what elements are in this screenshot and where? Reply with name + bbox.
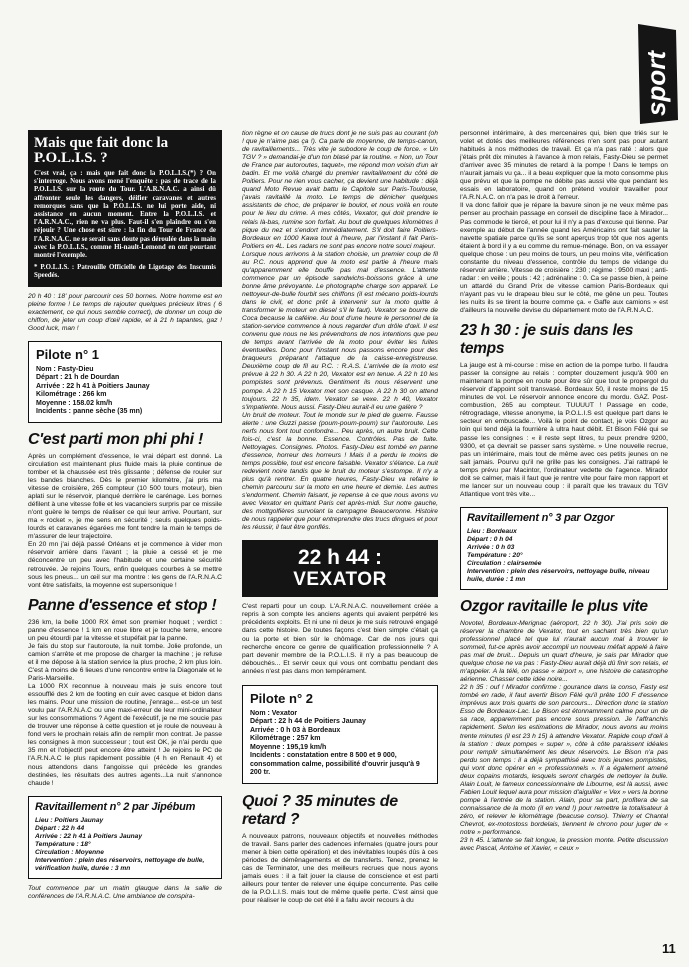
ravitaillement-3-line: Température : 20° [467,551,523,559]
ravitaillement-2-title: Ravitaillement n° 2 par Jipébum [35,800,196,813]
ravitaillement-3-line: Intervention : plein des réservoirs, nettoyage bulle, niveau huile, durée : 1 mn [467,567,650,583]
vexator-banner-name: VEXATOR [293,569,387,591]
polis-box-title: Mais que fait donc la P.O.L.I.S. ? [34,135,169,166]
ravitaillement-3-line: Départ : 0 h 04 [467,535,513,543]
intro-paragraph: 20 h 40 : 18' pour parcourir ces 50 bornes. Notre homme est en pleine forme ! Le temps de rajouter quelques précieux litres ( 6 exactement, ce qui nous semble correct), de donner un coup de chiffon, de jeter un coup d'œil rapide, et à 21 h tapantes, gaz ! Good luck, man ! [28,292,222,332]
ravitaillement-2-line: Intervention : plein des réservoirs, nettoyage de bulle, vérification huile, durée : 3 mn [35,856,205,872]
page-number: 11 [662,941,676,956]
pilote-2-line: Arrivée : 0 h 03 à Bordeaux [250,726,341,734]
pilote-1-line: Arrivée : 22 h 41 à Poitiers Jaunay [36,382,150,390]
pilote-1-box [28,341,222,423]
pilote-1-title: Pilote n° 1 [36,346,99,362]
ravitaillement-2-line: Lieu : Poitiers Jaunay [35,816,104,824]
pilote-2-line: Départ : 22 h 44 de Poitiers Jaunay [250,718,366,726]
ravitaillement-2-line: Température : 18° [35,840,91,848]
pilote-1-line: Moyenne : 158.02 km/h [36,399,113,407]
heading-ozgor: Ozgor ravitaille le plus vite [460,597,648,615]
ravitaillement-3-title: Ravitaillement n° 3 par Ozgor [467,511,615,524]
paragraph-reparti: C'est reparti pour un coup. L'A.R.N.A.C. nouvellement créée a repris à son compte les anciens agents qui avaient perpétré les précédents exploits. Et ni une ni deux je me suis retrouvé engagé dans cette histoire. De toutes façons c'est bien simple c'était ça ou la porte et bien sûr le chômage. Car de nos jours qui recherche encore ce genre de qualification professionnelle ? A part devenir membre de la P.O.L.I.S. il n'y a pas beaucoup de débouchés... Et servir ceux qui vous ont combattu pendant des années n'est pas dans mon tempérament. [242,603,438,675]
column-2 [242,130,438,937]
pilote-1-line: Nom : Fasty-Dieu [36,365,94,373]
paragraph-interimaire: personnel intérimaire, à des mercenaires qui, bien que triés sur le volet et dotés des meilleures références n'en sont pas pour autant habitués à nos méthodes de travail. Et ça n'a pas raté : alors que j'étais prêt dix minutes à l'avance à mon relais, Fasty-Dieu se permet d'arriver avec 35 minutes de retard à la pompe ! Dans le temps on n'aurait jamais vu ça... il a beau expliquer que la moto consomme plus que prévu et que la pompe ne débite pas aussi vite que pendant les essais en laboratoire, quand on prétend vouloir travailler pour l'A.R.N.A.C. on n'a pas le droit à l'erreur. Il va donc falloir que je répare la bavure sinon je ne veux même pas penser au prochain passage en conseil de discipline face à Mirador... Pas commode le tiercé, et pour lui il n'y a pas d'excuse qui tienne. Par exemple au début de l'année quand les Américains ont fait sauter la navette spatiale parce qu'ils se sont aperçus trop tôt que nos agents étaient à bord il y a eu comme du remue-ménage. Bon, on va essayer quelque chose : un peu moins de tours, un peu moins vite, vérification constante du niveau d'essence, contrôle du temps de vidange du réservoir arrière. Vitesse de croisière : 230 ; régime : 9500 maxi ; anti-radar : en veille ; pouls : 42 ; adrénaline : 0. Ca se passe bien, à peine un attardé du Grand Prix de vitesse camion Paris-Bordeaux qui n'ayant pas vu le drapeau bleu sur le côté, me gêne un peu. Toutes les nuits ils se tirent la bourre comme ça. « Gaffe aux camions » est d'ailleurs la nouvelle devise du département moto de l'A.R.N.A.C. [460,130,668,315]
ravitaillement-2-line: Arrivée : 22 h 41 à Poitiers Jaunay [35,832,143,840]
badge-label: sport [641,51,671,116]
pilote-2-line: Moyenne : 195,19 km/h [250,743,327,751]
paragraph-ozgor: Novotel, Bordeaux-Merignac (aéroport, 22 h 30). J'ai pris soin de réserver la chambre de Vexator, tout en sachant très bien qu'un professionnel placé tel que lui n'aurait aucun mal à trouver le sommeil, fut-ce après avoir accompli un nouveau méfait appelé à faire pas mal de bruit... Depuis un quart d'heure, je sais par Mirador que quelque chose ne va pas : Fasty-Dieu aurait déjà dû finir son relais, et m'appeler. A la télé, on passe « airport », une histoire de catastrophe aérienne. Chasser cette idée noire... 22 h 35 : ouf ! Mirador confirme : gourance dans la conso, Fasty est tombé en rade, il faut avertir Bison Fêlé qu'il prête 100 F d'essence imprévus aux trois quarts de son parcours... Direction donc la station Esso de Bordeaux-Lac. Le Bison est étonnamment calme pour un de sa race, apparemment pas encore sous pression. Je l'affranchis rapidement. Selon les estimations de Mirador, nous avons au moins trente minutes (il est 23 h 15) à attendre Vexator. Rapide coup d'œil à la station : deux pompes « super », côte à côte paraissent idéales pour remplir simultanément les deux réservoirs. Le Bison n'a pas perdu son temps : il a déjà sympathisé avec trois jeunes pompistes, qui vont donc opérer en « professionnels ». Il a également amené deux copains motards, lesquels seront chargés de nettoyer la bulle. Alain Louit, le fameux concessionnaire de Libourne, est là aussi, avec Fabien Louit lequel aura pour mission d'aiguiller « Vex » vers la bonne pompe à l'entrée de la station. Alain, pour sa part, profitera de sa connaissance de la moto (il en vend !) pour remettre la totalisateur à zéro, et relever le kilométrage (beacuse conso). Thierry et Chantal Chevrot, ex-motostoss bordelais, tiennent le chrono pour juger de « notre » performance. 23 h 45. L'attente se fait longue, la pression monte. Petite discussion avec Pascal, Antoine et Xavier, « ceux » [460,619,668,853]
ravitaillement-2-line: Départ : 22 h 44 [35,824,85,832]
ravitaillement-3-line: Lieu : Bordeaux [467,527,517,535]
polis-box-body: C'est vrai, ça : mais que fait donc la P.O.L.I.S.(*) ? On s'interroge. Nous avons mené l'enquête : pas de trace de la P.O.L.I.S. sur la route du Tour. L'A.R.N.A.C. a ainsi dû affronter seule les dangers, déifier caravanes et autres remorques sans que la P.O.L.I.S. ne lui porte aide, ni assistance en aucun moment. Entre la P.O.L.I.S. et l'A.R.N.A.C., rien ne va plus. Faut-il s'en plaindre ou s'en réjouir ? Une chose est sûre : la fin du Tour de France de l'A.R.N.A.C. ne se serait sans doute pas déroulée dans la main avec la P.O.L.I.S., comme Hi-nault-Lemond en ont pourtant montré l'exemple. [34,170,216,260]
polis-box-footnote: * P.O.L.I.S. : Patrouille Officielle de Ligotage des Inscumis Speedés. [34,264,216,280]
heading-parti: C'est parti mon phi phi ! [28,430,203,448]
ravitaillement-2-box [28,796,222,879]
paragraph-dans-les-temps: La jauge est à mi-course : mise en action de la pompe turbo. Il faudra passer la consigne au relais : compter douzement jusqu'à 900 en maintenant la pompe en route pour être sûr que tout le propergol du réservoir d'appoint soit transvasé. Bordeaux 50, il reste moins de 15 minutes de vol. Le réservoir annonce encore du mordu. GAZ. Post-combustion, 265 au compteur. TUUUUT ! Passage en code, rétrogradage, vitesse anonyme, la P.O.L.I.S est quelque part dans le secteur en embuscade... Voilà le point de contact, je vois Ozgor au loin qui tend déjà la fourrière à ultra haut débit. Et Bison Fêlé qui se passe les consignes : « il reste sept litres, tu peux prendre 9200, 9300, et ça devrait se passer sans système. » Une nouvelle recrue, pas un intérimaire, mais tout de même avec ces petits jeunes on ne sait jamais. Pourvu qu'il ne grille pas les consignes. J'ai rattrapé le temps prévu par Macintor, l'ordinateur vedette de l'agence. Mirador doit se calmer, mais il faut que je rentre vite pour faire mon rapport et me lancer sur un nouveau coup : il paraît que les travaux du TGV Atlantique vont très vite... [460,362,668,498]
ravitaillement-3-line: Circulation : clairsemée [467,559,542,567]
outro-paragraph: Tout commence par un matin glauque dans la salle de conférences de l'A.R.N.A.C. Une ambiance de conspira- [28,884,222,900]
pilote-1-line: Incidents : panne sèche (35 mn) [36,408,143,416]
column-3 [460,130,668,937]
vexator-banner-time: 22 h 44 : [297,546,383,570]
pilote-2-box [242,685,438,784]
ravitaillement-3-box [460,507,668,590]
pilote-2-title: Pilote n° 2 [250,690,313,706]
pilote-1-line: Kilométrage : 266 km [36,391,107,399]
pilote-2-line: Incidents : constatation entre 8 500 et 9 000, consommation calme, possibilité d'ouvrir jusqu'à 9 200 tr. [250,752,420,777]
paragraph-parti: Après un complément d'essence, le vrai départ est donné. La circulation est maintenant plus fluide mais la pluie continue de tomber et la chaussée est très glissante ; défense de rouler sur les bandes blanches. Dès le premier kilomètre, j'ai pris ma vitesse de croisière, 265 compteur (10 500 tours moteur), bien aplati sur le réservoir, planqué derrière le carénage. Les bornes défilent à une vitesse folle et les vacanciers surpris par ce missile n'ont guère le temps de réaliser ce qui leur arrive. Pourtant, sur ma « rocket », je me sens en sécurité ; seuls quelques poids-lourds et caravanes égarées me font tendre la main le temps de m'assurer de leur trajectoire. En 20 mn j'ai déjà passé Orléans et je commence à vider mon réservoir arrière dans l'avant ; la pluie a cessé et je me déconcentre un peu avec l'habitude et une certaine sécurité retrouvée. Je rejoins Tours, enfin quelques courbes à se mettre sous les pneus... un œil sur ma montre : les gens de l'A.R.N.A.C vont être satisfaits, la moyenne est supersonique ! [28,452,222,589]
heading-dans-les-temps: 23 h 30 : je suis dans les temps [460,322,634,358]
pilote-2-line: Kilométrage : 257 km [250,735,321,743]
paragraph-retard: A nouveaux patrons, nouveaux objectifs et nouvelles méthodes de travail. Sans parler des cadences infernales (quatre jours pour mener à bien cette opération) et des inévitables loupés dûs à ces périodes de démênagements et de transferts. Tenez, prenez le cas de Terminator, une des meilleurs recrues que nous ayons jamais eues : il a fait jouer la clause de conscience et est parti ailleurs pour tenter de relever une équipe concurrente. Pas celle de la P.O.L.I.S. mais tout de même quelle perte. C'est ainsi que pour réaliser le coup de cet été il a fallu avoir recours à du [242,832,438,905]
ravitaillement-3-line: Arrivée : 0 h 03 [467,543,515,551]
sport-section-badge [632,20,682,128]
paragraph-panne: 236 km, la belle 1000 RX émet son premier hoquet ; verdict : panne d'essence ! 1 km en roue libre et je touche terre, encore un peu étourdi par la vitesse et stupéfait par la panne. Je fais du stop sur l'autoroute, la nuit tombe. Jolie profonde, un camion s'arrête et me propose de charger la machine ; je refuse et il me dépose à la station service la plus proche, 2 km plus loin. C'est à moins de 6 lieues d'une rencontre entre la Diagonale et le Paris-Marseille. La 1000 RX reconnue à nouveau mais je suis encore tout essoufflé des 2 km de footing en cuir avec casque et bidon dans les mains. Pour une mission de routine, j'enrage... est-ce un test voulu par l'A.R.N.A.C ou une maxi-erreur de leur mini-ordinateur sur les consommations ? Agent de l'exécutif, je ne me soucie pas de trouver une réponse à cette question et je roule de nouveau à fond vers le prochain relais afin de remplir mon contrat. Je passe les consignes à mon successeur ; tout est OK, je n'ai perdu que 35 mn et l'objectif peut encore être atteint ! Je rejoins le PC de l'A.R.N.A.C le plus rapidement possible (4 h en Renault 4) et nous attendons dans l'angoisse qui précède les grandes destinées, les résultats des autres agents...La nuit s'annonce chaude ! [28,618,222,787]
pilote-2-line: Nom : Vexator [250,709,298,717]
vexator-banner [242,540,438,597]
column-1 [28,130,222,937]
ravitaillement-2-line: Circulation : Moyenne [35,848,104,856]
paragraph-ravitaillement-story: tion règne et on cause de trucs dont je ne suis pas au courant (oh ! que je n'aime pas ça !). Ca parle de moyenne, de temps-canon, de ravitaillements... Très vite je subodore le coup de force. « Un TGV ? » demandai-je d'un ton blasé par la routine. « Non, un Tour de France par autoroutes, taquet», me répond mon voisin d'un air badin. Et me voilà chargé du premier ravitaillement du côté de Poitiers. Pour ne rien vous cacher, ça devient une habitude : déjà quand Moto Revue avait battu le Capitole sur Paris-Toulouse, j'avais ravitaillé la moto. Le temps de dénicher quelques assistants de choc, de préparer le boulot, et nous voilà en route pour le lieu du crime. A mes côtés, Vexator, qui doit prendre le relais là-bas, rumine son forfait. Au bout de quelques kilomètres il pique du nez et s'endort immédiatement. S'il doit faire Poitiers-Bordeaux en 1000 Kawa tout à l'heure, par l'instant il fait Paris-Poitiers en 4L. Les radars ne sont pas encore notre souci majeur. Lorsque nous arrivons à la station choisie, un premier coup de fil au P.C. nous apprend que la moto est partie à l'heure mais qu'apparemment elle bouffe pas mal d'essence. L'attente commence par un épisode sandwichs-boissons grâce à une bonne âme prévoyante. Le photographe charge son appareil. Le nettoyeur-de-bulle fourbit ses chiffons (il est mécano poids-lourds dans le civil, et donc prêt à intervenir sur la moto quitte à transformer le moteur en diesel s'il le faut). Vexator se bourre de Coca because la caféine. Au bout d'une heure le personnel de la station-service commence à nous regarder d'un drôle d'œil. Il est convenu que nous ne les prévendrons de nos intentions que peu de temps avant l'arrivée de la moto pour éviter les fuites éventuelles. Donc pour l'instant nous passons encore pour des braqueurs préparant l'attaque de la caisse-enregistreuse. Deuxième coup de fil au P.C. : R.A.S. L'arrivée de la moto est prévue à 22 h 30. A 22 h 20, Vexator est en tenue. A 22 h 10 les pompistes sont prévenus. Gentiment ils nous réservent une pompe. A 22 h 15 Vexator met son casque. A 22 h 30 on attend toujours. 22 h 35, idem. Vexator se vexe. 22 h 40, Vexator s'impatiente. Nous aussi. Fasty-Dieu aurait-il eu une galère ? Un bruit de moteur. Tout le monde sur le pied de guerre. Fausse alerte : une Guzzi passe (poum-poum-poum) sur l'autoroute. Les nerfs nous font tout confondre... Peu après, un autre bruit. Cette fois-ci, c'est la bonne. Essence. Contrôles. Pas de fuite. Nettoyages. Consignes. Photos. Fasty-Dieu est tombé en panne d'essence, horreur des horreurs ! Mais il a perdu le moins de temps possible, tout est encore faisable. Vexator s'élance. La nuit redevient noire tandis que le bruit du moteur s'estompe. Il n'y a plus qu'à rentrer. En quatre heures, Fasty-Dieu va refaire le chemin parcouru sur la moto en une heure et demie. Les autres s'endorment. Chemin faisant, je repense à ce que nous avons vu avec Vexator en quittant Paris cet après-midi. Sur notre gauche, des mottgolfières survolant la campagne Beauceronne. Histoire de nous rappeler que pour entreprendre des trucs dingues et pour les réussir, il faut être gonflés. [242,130,438,532]
polis-box [28,130,222,287]
heading-panne: Panne d'essence et stop ! [28,596,217,614]
heading-retard: Quoi ? 35 minutes de retard ? [242,792,398,828]
pilote-1-line: Départ : 21 h de Dourdan [36,374,120,382]
